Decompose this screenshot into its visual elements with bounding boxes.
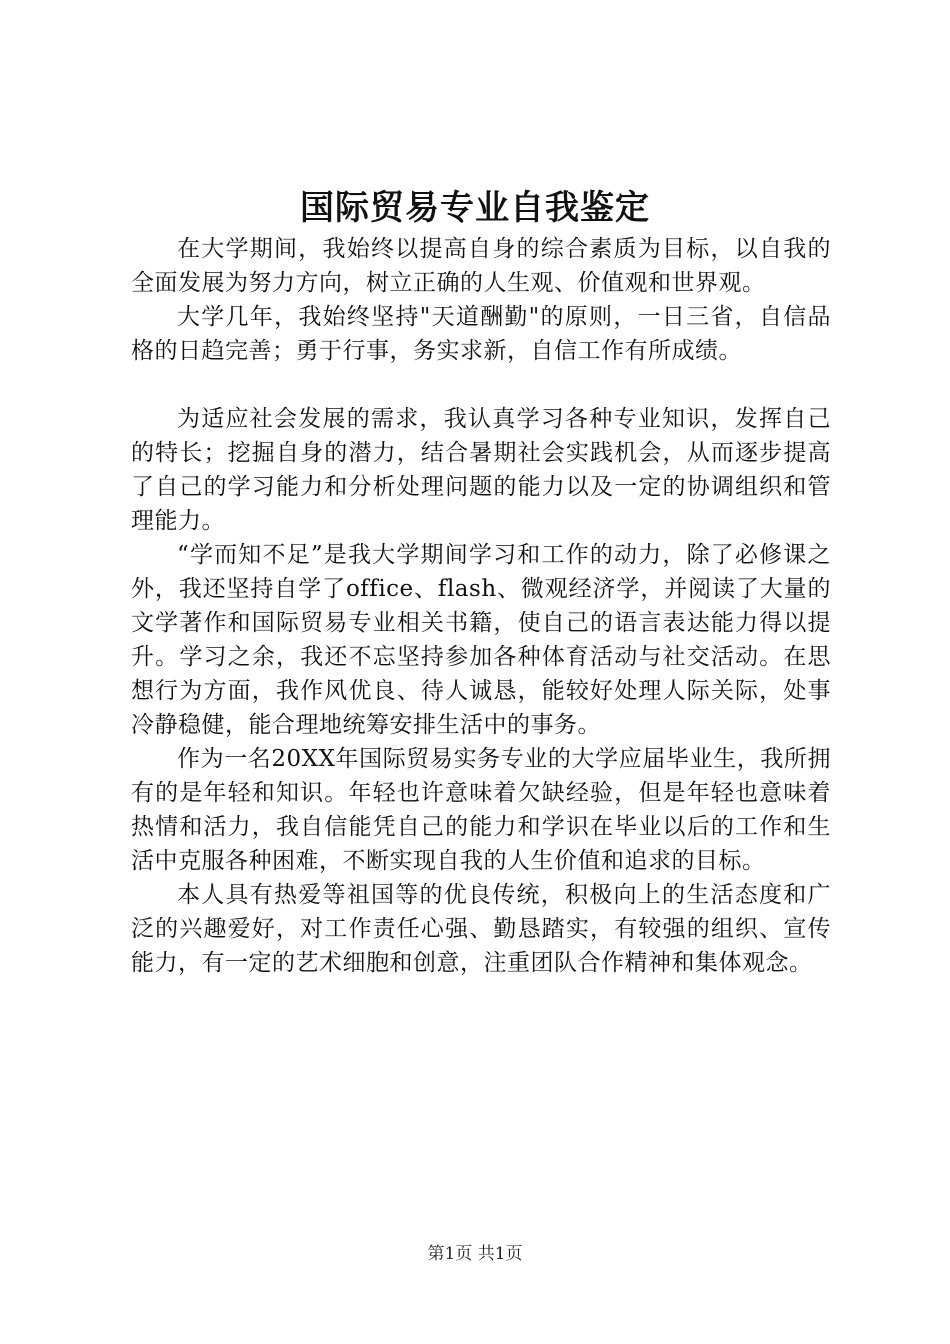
paragraph-5: 作为一名20XX年国际贸易实务专业的大学应届毕业生，我所拥有的是年轻和知识。年轻也许意味着欠缺经验，但是年轻也意味着热情和活力，我自信能凭自己的能力和学识在毕业以后的工作和生活中克服各种困难，不断实现自我的人生价值和追求的目标。: [131, 746, 831, 874]
document-title: 国际贸易专业自我鉴定: [300, 188, 650, 228]
paragraph-1: 在大学期间，我始终以提高自身的综合素质为目标，以自我的全面发展为努力方向，树立正确的人生观、价值观和世界观。: [131, 236, 831, 296]
paragraph-3: 为适应社会发展的需求，我认真学习各种专业知识，发挥自己的特长；挖掘自身的潜力，结合暑期社会实践机会，从而逐步提高了自己的学习能力和分析处理问题的能力以及一定的协调组织和管理能力。: [131, 406, 831, 534]
document-body: [131, 232, 831, 980]
page-number-footer: 第1页 共1页: [427, 1244, 523, 1264]
paragraph-6: 本人具有热爱等祖国等的优良传统，积极向上的生活态度和广泛的兴趣爱好，对工作责任心强、勤恳踏实，有较强的组织、宣传能力，有一定的艺术细胞和创意，注重团队合作精神和集体观念。: [131, 882, 831, 976]
paragraph-2: 大学几年，我始终坚持"天道酬勤"的原则，一日三省，自信品格的日趋完善；勇于行事，务实求新，自信工作有所成绩。: [131, 304, 831, 364]
paragraph-4: “学而知不足”是我大学期间学习和工作的动力，除了必修课之外，我还坚持自学了office、flash、微观经济学，并阅读了大量的文学著作和国际贸易专业相关书籍，使自己的语言表达能力得以提升。学习之余，我还不忘坚持参加各种体育活动与社交活动。在思想行为方面，我作风优良、待人诚恳，能较好处理人际关际，处事冷静稳健，能合理地统筹安排生活中的事务。: [131, 542, 831, 738]
paragraph-gap: [131, 368, 831, 402]
